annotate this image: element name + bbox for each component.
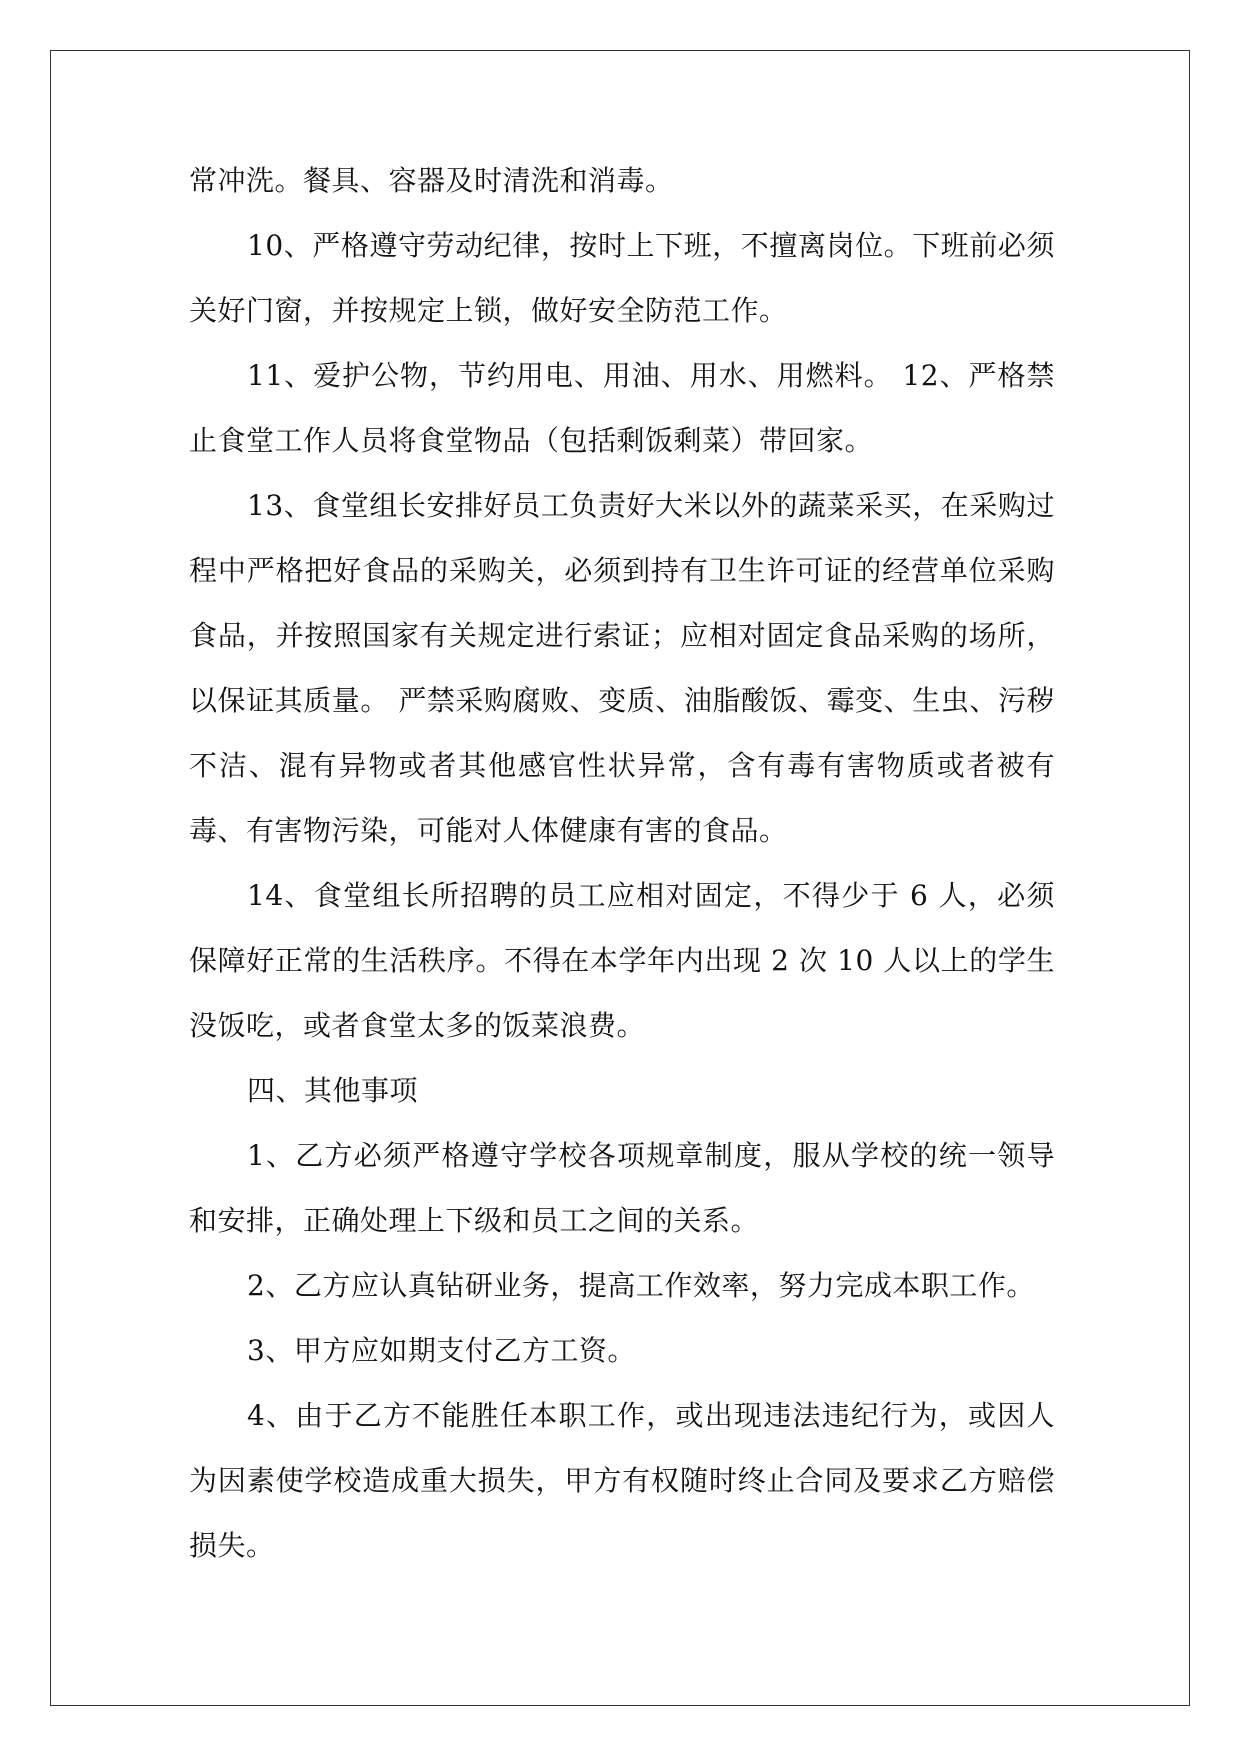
paragraph-item-10: 10、严格遵守劳动纪律，按时上下班，不擅离岗位。下班前必须关好门窗，并按规定上锁，做好安全防范工作。 bbox=[189, 229, 1055, 327]
paragraph-item-14: 14、食堂组长所招聘的员工应相对固定，不得少于 6 人，必须保障好正常的生活秩序。不得在本学年内出现 2 次 10 人以上的学生没饭吃，或者食堂太多的饭菜浪费。 bbox=[189, 879, 1055, 1042]
paragraph-other-1: 1、乙方必须严格遵守学校各项规章制度，服从学校的统一领导和安排，正确处理上下级和员工之间的关系。 bbox=[189, 1139, 1055, 1237]
paragraph-item-13: 13、食堂组长安排好员工负责好大米以外的蔬菜采买，在采购过程中严格把好食品的采购关，必须到持有卫生许可证的经营单位采购食品，并按照国家有关规定进行索证；应相对固定食品采购的场所，以保证其质量。 严禁采购腐败、变质、油脂酸饭、霉变、生虫、污秽不洁、混有异物或者其他感官性状异常，含有毒有害物质或者被有毒、有害物污染，可能对人体健康有害的食品。 bbox=[189, 489, 1055, 847]
paragraph-other-2: 2、乙方应认真钻研业务，提高工作效率，努力完成本职工作。 bbox=[247, 1269, 1035, 1302]
paragraph-other-4: 4、由于乙方不能胜任本职工作，或出现违法违纪行为，或因人为因素使学校造成重大损失，甲方有权随时终止合同及要求乙方赔偿损失。 bbox=[189, 1399, 1055, 1562]
paragraph-item-11-12: 11、爱护公物，节约用电、用油、用水、用燃料。 12、严格禁止食堂工作人员将食堂物品（包括剩饭剩菜）带回家。 bbox=[189, 359, 1055, 457]
paragraph-other-3: 3、甲方应如期支付乙方工资。 bbox=[247, 1334, 636, 1367]
section-heading-other-matters: 四、其他事项 bbox=[247, 1074, 419, 1107]
paragraph-continuation: 常冲洗。餐具、容器及时清洗和消毒。 bbox=[189, 164, 674, 197]
document-body bbox=[189, 148, 1055, 1578]
